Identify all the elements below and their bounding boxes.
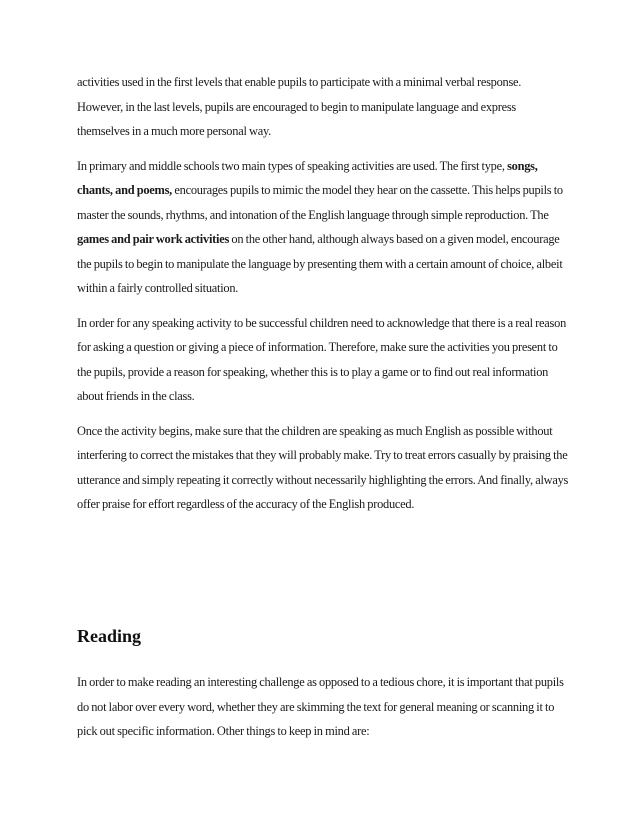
page-body — [77, 70, 569, 517]
paragraph-speaking-types — [77, 154, 569, 301]
paragraph-reading-intro: In order to make reading an interesting challenge as opposed to a tedious chore, it is important that pupils do not labor over every word, whether they are skimming the text for general meaning or scanning it to pick out specific information. Other things to keep in mind are: — [77, 675, 564, 738]
paragraph-real-reason: In order for any speaking activity to be successful children need to acknowledge that there is a real reason for asking a question or giving a piece of information. Therefore, make sure the activities you present to the pupils, provide a reason for speaking, whether this is to play a game or to find out real information about friends in the class. — [77, 315, 567, 403]
section-heading-reading: Reading — [77, 626, 142, 646]
paragraph-text: on the other hand, although always based on a given model, encourage the pupils to begin to manipulate the language by presenting them with a certain amount of choice, albeit within a fairly controlled situation. — [77, 232, 563, 295]
paragraph-activities-intro: activities used in the first levels that enable pupils to participate with a minimal verbal response. However, in the last levels, pupils are encouraged to begin to manipulate language and express themselves in a much more personal way. — [77, 75, 522, 138]
paragraph-errors: Once the activity begins, make sure that the children are speaking as much English as possible without interfering to correct the mistakes that they will probably make. Try to treat errors casually by praising the utterance and simply repeating it correctly without necessarily highlighting the errors. And finally, always offer praise for effort regardless of the accuracy of the English produced. — [77, 423, 569, 511]
paragraph-text: In primary and middle schools two main types of speaking activities are used. The first type, — [77, 158, 508, 173]
bold-term-songs: songs, chants, and poems, — [77, 158, 538, 197]
bold-term-games: games and pair work activities — [77, 232, 230, 246]
paragraph-text: encourages pupils to mimic the model they hear on the cassette. This helps pupils to master the sounds, rhythms, and intonation of the English language through simple reproduction. The — [77, 183, 563, 222]
